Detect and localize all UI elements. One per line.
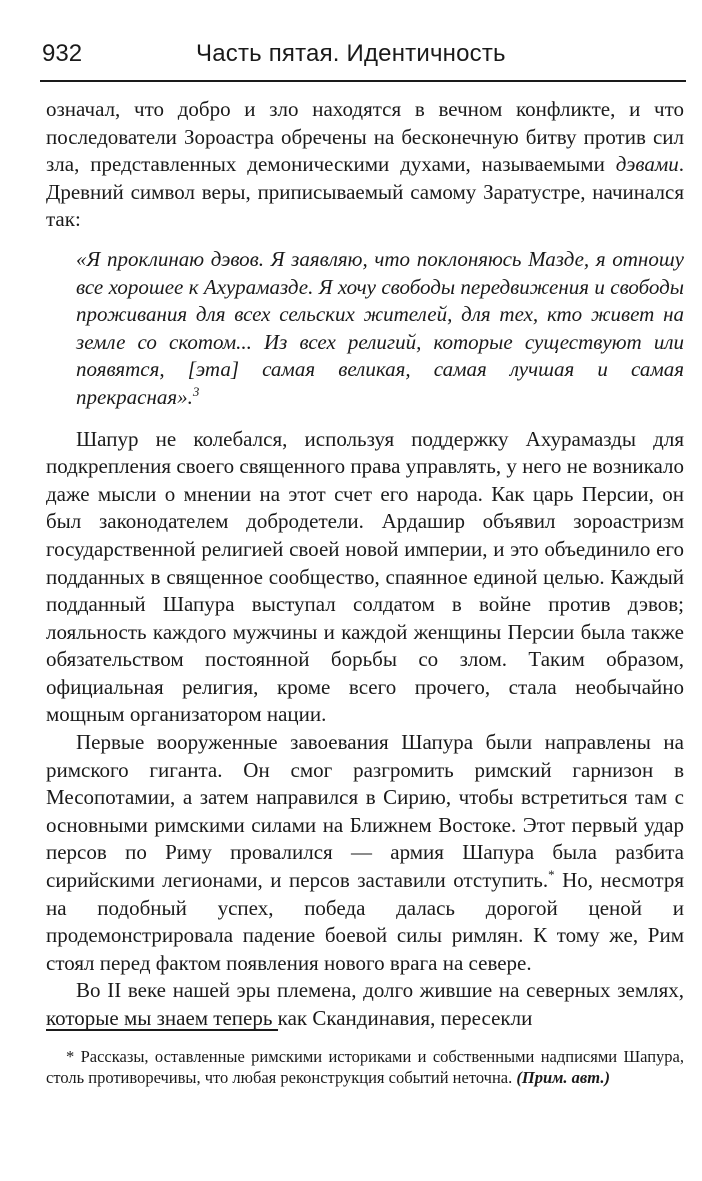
running-title: Часть пятая. Идентичность: [196, 40, 506, 67]
author-note-tag: (Прим. авт.): [516, 1068, 610, 1087]
main-text: [46, 96, 684, 1033]
page-number: 932: [42, 40, 83, 67]
header-rule: [40, 80, 686, 82]
term-daevas: дэвами: [615, 152, 679, 177]
footnote-rule: [46, 1029, 278, 1031]
page-header: [40, 34, 684, 74]
endnote-ref: 3: [192, 383, 200, 399]
paragraph-1: означал, что добро и зло находятся в вечном конфликте, и что последователи Зороастра обречены на бесконечную битву против сил зла, представленных демоническими духами, называемыми дэвами. Древний символ веры, приписываемый самому Заратустре, начинался так:: [46, 97, 684, 232]
block-quote: «Я проклинаю дэвов. Я заявляю, что поклоняюсь Мазде, я отношу все хорошее к Ахурамазде. Я хочу свободы передвижения и свободы проживания для всех сельских жителей, для тех, кто живет на земле со скотом... Из всех религий, которые существуют или появятся, [эта] самая великая, самая лучшая и самая прекрасная».$^3$: [76, 246, 684, 409]
paragraph-4: Во II веке нашей эры племена, долго жившие на северных землях, которые мы знаем теперь как Скандинавия, пересекли: [46, 978, 684, 1030]
paragraph-2: Шапур не колебался, используя поддержку Ахурамазды для подкрепления своего священного права управлять, у него не возникало даже мысли о мнении на этот счет его народа. Как царь Персии, он был законодателем добродетели. Ардашир объявил зороастризм государственной религией своей новой империи, и это объединило его подданных в священное сообщество, спаянное единой целью. Каждый подданный Шапура выступал солдатом в войне против дэвов; лояльность каждого мужчины и каждой женщины Персии была также обязательством постоянной борьбы со злом. Таким образом, официальная религия, кроме всего прочего, стала необычайно мощным организатором нации.: [46, 426, 684, 727]
paragraph-3: Первые вооруженные завоевания Шапура были направлены на римского гиганта. Он смог разгромить римский гарнизон в Месопотамии, а затем направился в Сирию, чтобы встретиться там с основными римскими силами на Ближнем Востоке. Этот первый удар персов по Риму провалился — армия Шапура была разбита сирийскими легионами, и персов заставили отступить.* Но, несмотря на подобный успех, победа далась дорогой ценой и продемонстрировала падение боевой силы римлян. К тому же, Рим стоял перед фактом появления нового врага на севере.: [46, 730, 684, 975]
footnote-ref: *: [548, 867, 555, 883]
footnote: * Рассказы, оставленные римскими историками и собственными надписями Шапура, столь противоречивы, что любая реконструкция событий неточна. (Прим. авт.): [46, 1047, 684, 1087]
